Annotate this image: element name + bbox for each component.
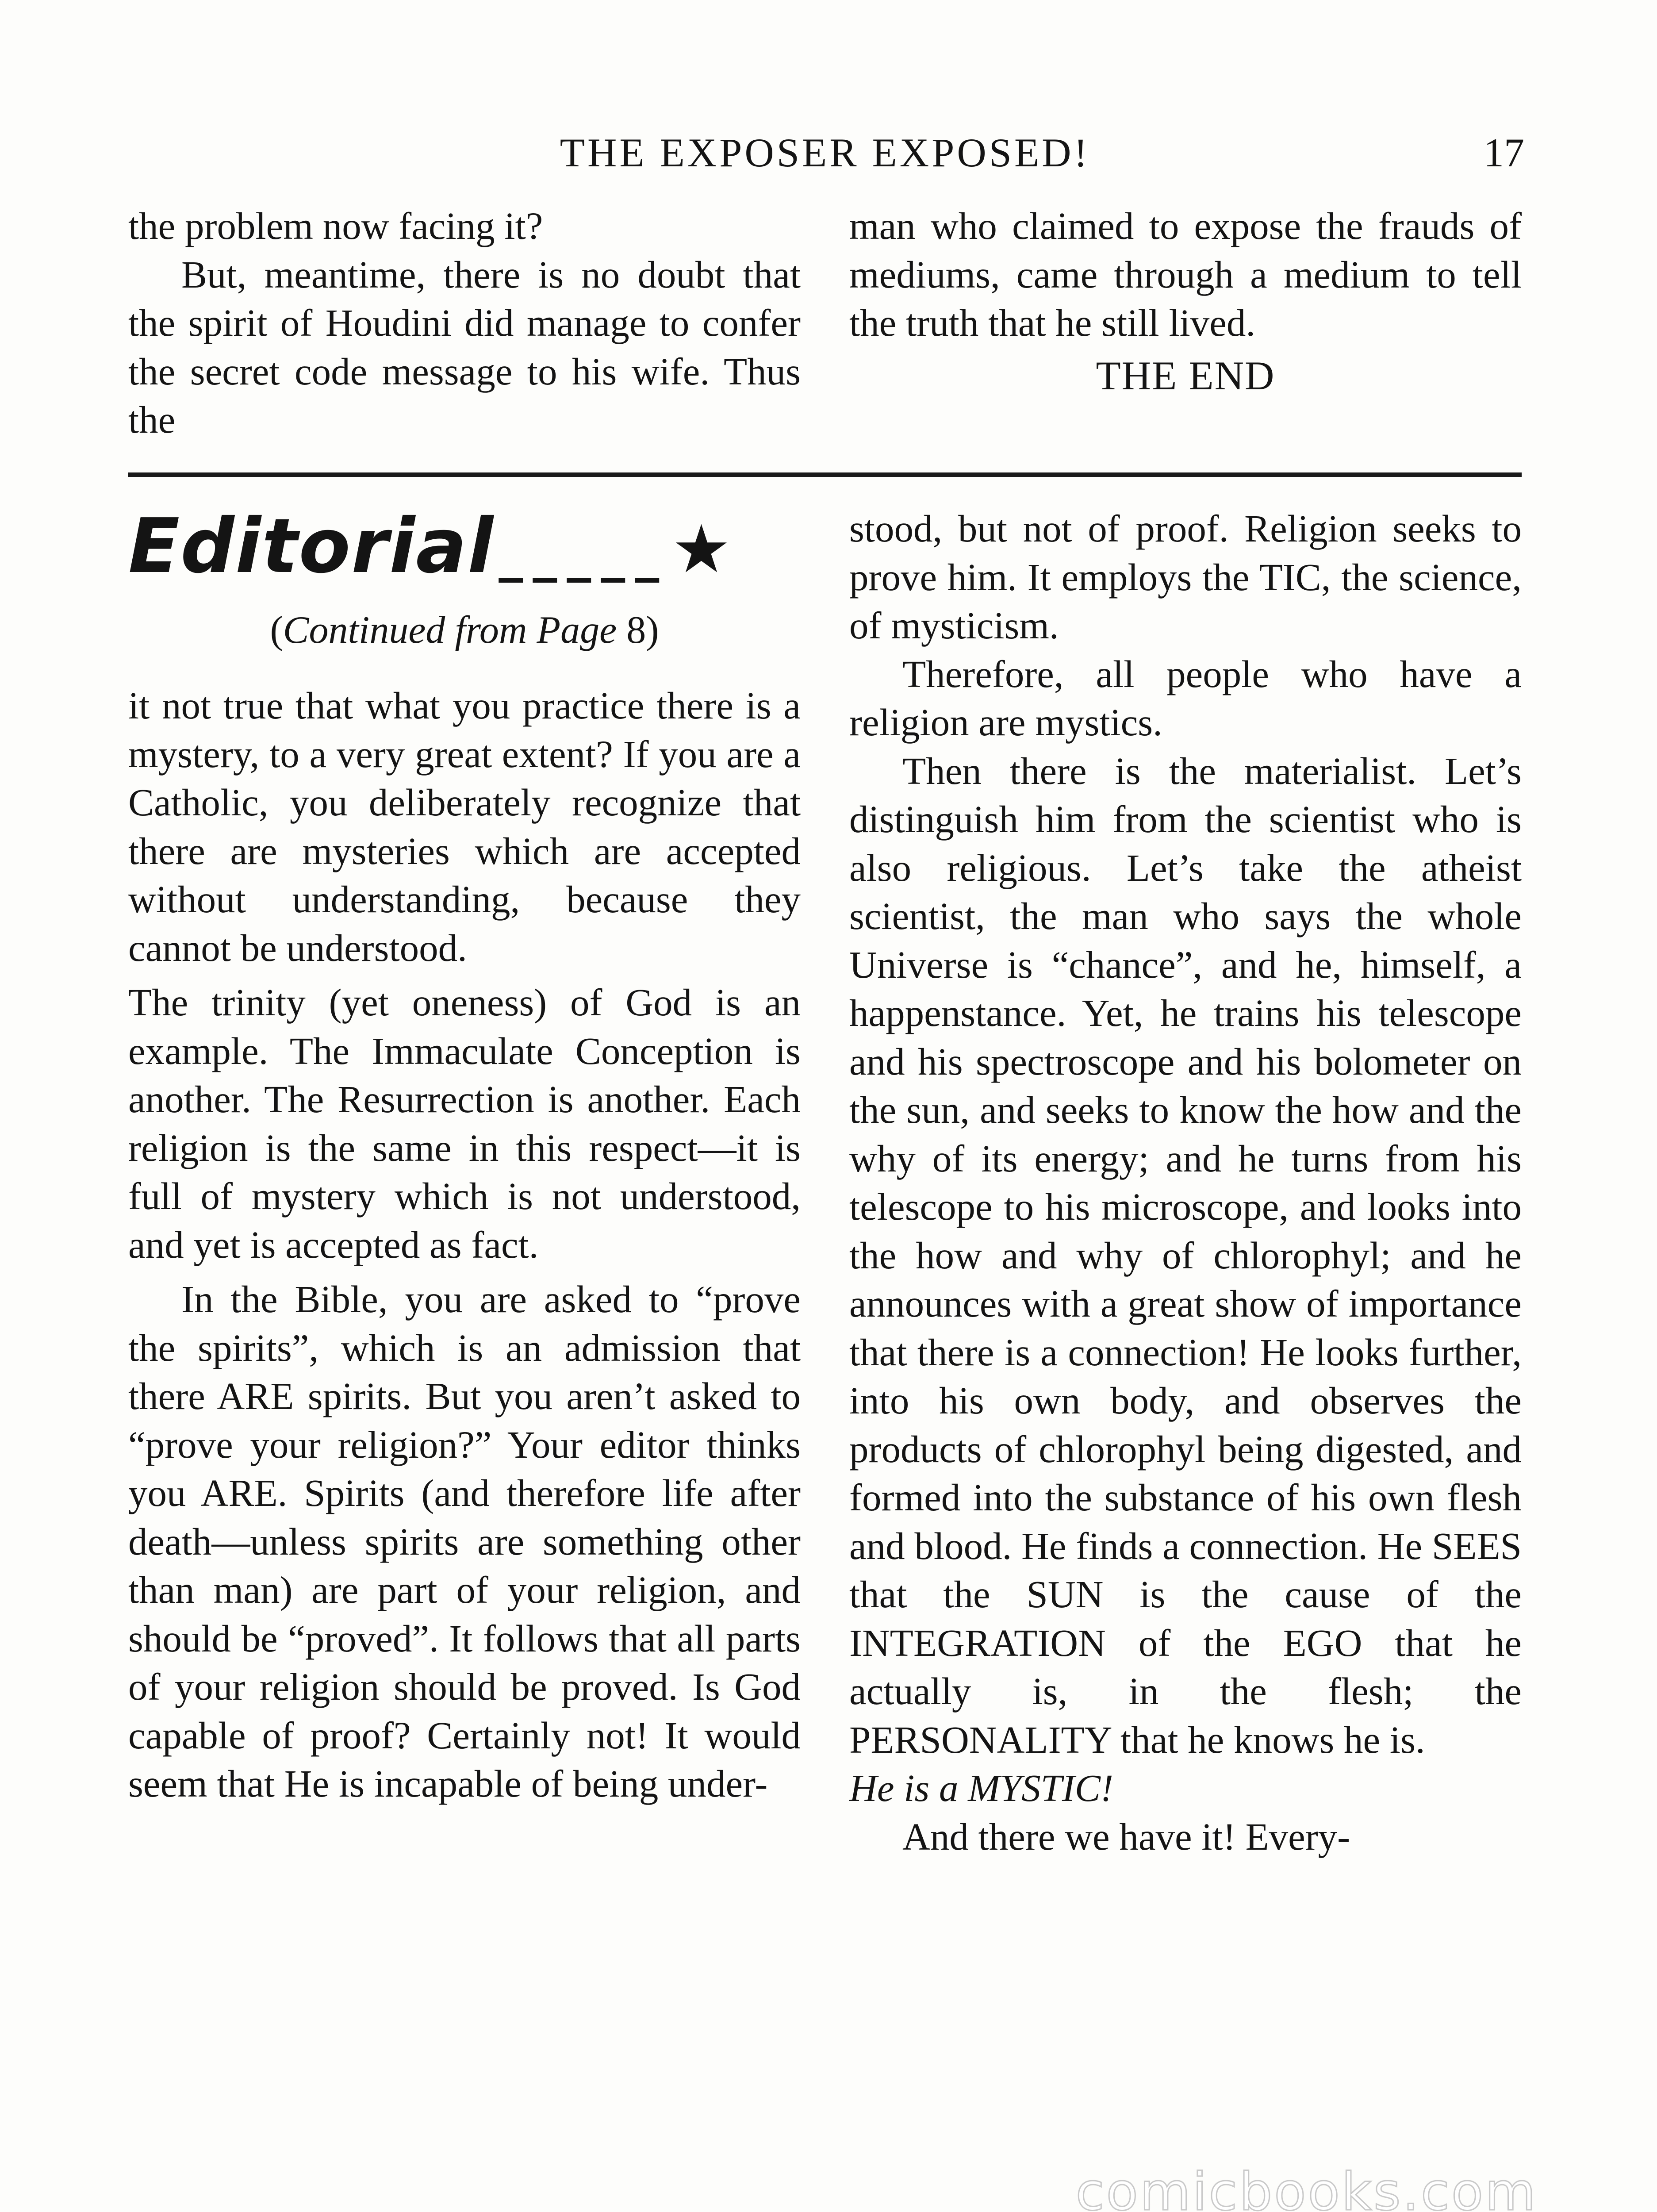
heading-dashes: _____ bbox=[499, 526, 669, 583]
editorial-paragraph: Therefore, all people who have a religion are mystics. bbox=[849, 652, 1522, 744]
continued-text: Continued from Page bbox=[283, 609, 617, 652]
site-watermark: comicbooks.com bbox=[1075, 2161, 1538, 2212]
running-title: THE EXPOSER EXPOSED! bbox=[560, 130, 1090, 175]
editorial-paragraph: The trinity (yet oneness) of God is an example. The Immaculate Conception is another. The Resurrection is another. Each religion is the same in this respect—it is full of mystery which is not understood, and yet is accepted as fact. bbox=[128, 981, 801, 1266]
editorial-paragraph: Then there is the materialist. Let’s distinguish him from the scientist who is also religious. Let’s take the atheist scientist, the man who says the whole Universe is “chance”, and he, himself, a happenstance. Yet, he trains his telescope and his spectroscope and his bolometer on the sun, and seeks to know the how and the why of its energy; and he turns from his telescope to his microscope, and looks into the how and why of chlorophyl; and he announces with a great show of importance that there is a connection! He looks further, into his own body, and observes the products of chlorophyl being digested, and formed into the substance of his own flesh and blood. He finds a connection. He SEES that the SUN is the cause of the INTEGRATION of the EGO that he actually is, in the flesh; the PERSONALITY that he knows he is. bbox=[849, 749, 1522, 1761]
continued-page: 8 bbox=[626, 609, 646, 652]
editorial-paragraph: And there we have it! Every- bbox=[902, 1815, 1350, 1858]
page-number: 17 bbox=[1484, 130, 1524, 175]
editorial-paragraph: it not true that what you practice there is a mystery, to a very great extent? If you are a Catholic, you deliberately recognize that there are mysteries which are accepted without understanding, because they cannot be understood. bbox=[128, 684, 801, 969]
editorial-emphasis: He is a MYSTIC! bbox=[849, 1767, 1113, 1809]
editorial-right-column bbox=[849, 504, 1522, 1861]
editorial-paragraph: stood, but not of proof. Religion seeks to prove him. It employs the TIC, the science, of mysticism. bbox=[849, 507, 1522, 647]
editorial-heading bbox=[128, 502, 801, 590]
editorial-paragraph: In the Bible, you are asked to “prove the spirits”, which is an admission that there ARE spirits. But you aren’t asked to “prove your religion?” Your editor thinks you ARE. Spirits (and therefore life after death—unless spirits are something other than man) are part of your religion, and should be “proved”. It follows that all parts of your religion should be proved. Is God capable of proof? Certainly not! It would seem that He is incapable of being under- bbox=[128, 1278, 801, 1805]
section-divider bbox=[128, 472, 1522, 477]
the-end-label: THE END bbox=[1096, 353, 1275, 398]
story-paragraph: man who claimed to expose the frauds of mediums, came through a medium to tell the truth that he still lived. bbox=[849, 204, 1522, 344]
editorial-left-column bbox=[128, 681, 801, 1808]
story-end-left-column bbox=[128, 202, 801, 444]
editorial-title: Editorial bbox=[128, 503, 495, 590]
story-paragraph: But, meantime, there is no doubt that the spirit of Houdini did manage to confer the secret code message to his wife. Thus the bbox=[128, 253, 801, 441]
story-paragraph: the problem now facing it? bbox=[128, 204, 543, 247]
story-end-right-column bbox=[849, 202, 1522, 400]
star-icon: ★ bbox=[671, 511, 731, 588]
continued-note: (Continued from Page 8) bbox=[270, 609, 659, 652]
